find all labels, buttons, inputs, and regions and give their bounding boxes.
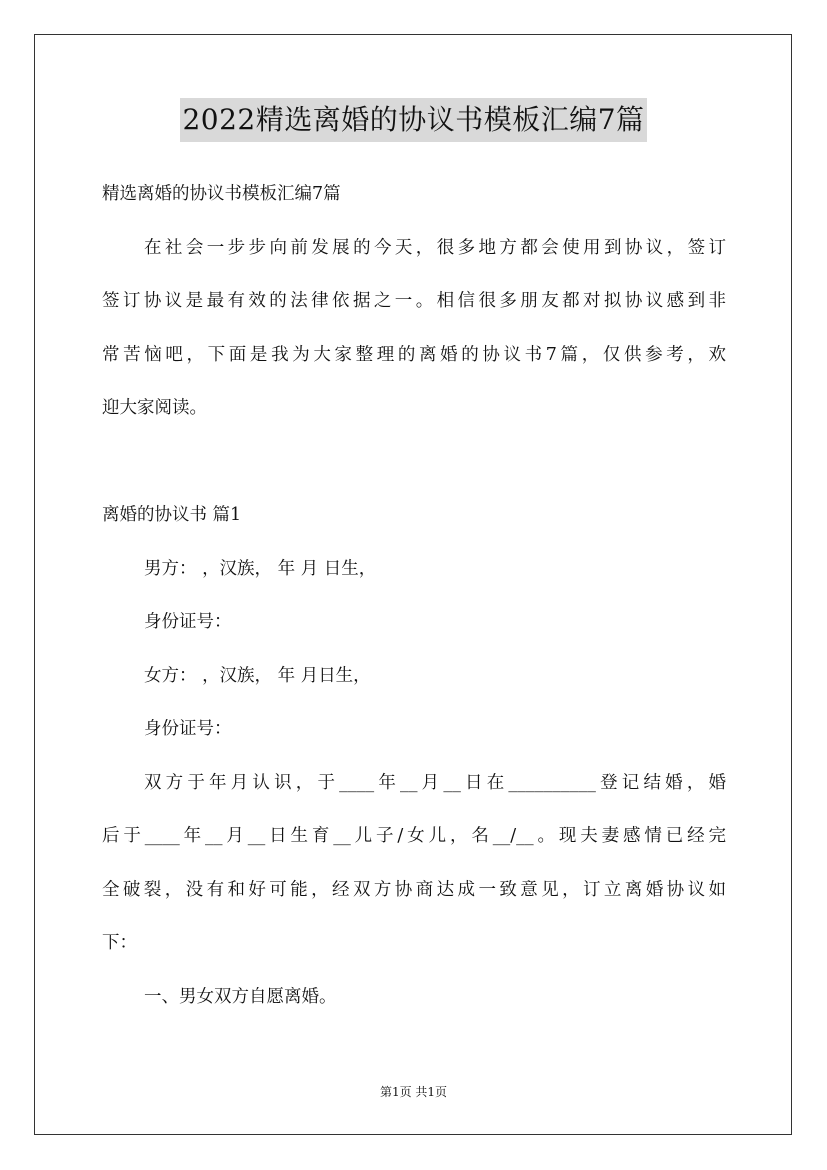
document-body xyxy=(102,168,726,1024)
body-line: 双方于年月认识，于____年__月__日在__________登记结婚，婚 xyxy=(144,772,726,793)
intro-line: 在社会一步步向前发展的今天，很多地方都会使用到协议，签订 xyxy=(144,237,726,258)
document-title: 2022精选离婚的协议书模板汇编7篇 xyxy=(180,98,646,142)
document-subtitle: 精选离婚的协议书模板汇编7篇 xyxy=(102,184,341,204)
clause-1: 一、男女双方自愿离婚。 xyxy=(144,986,337,1007)
body-line: 后于____年__月__日生育__儿子/女儿，名__/__。现夫妻感情已经完 xyxy=(102,826,726,846)
section-heading: 离婚的协议书 篇1 xyxy=(102,505,242,525)
body-line: 下： xyxy=(102,933,137,953)
party-line-male-id: 身份证号： xyxy=(144,612,232,632)
intro-line: 常苦恼吧，下面是我为大家整理的离婚的协议书7篇，仅供参考，欢 xyxy=(102,344,726,365)
body-line: 全破裂，没有和好可能，经双方协商达成一致意见，订立离婚协议如 xyxy=(102,879,726,900)
page-footer: 第1页 共1页 xyxy=(379,1085,448,1099)
party-line-female: 女方： ，汉族， 年 月日生， xyxy=(144,665,371,686)
intro-line: 签订协议是最有效的法律依据之一。相信很多朋友都对拟协议感到非 xyxy=(102,291,726,311)
document-title-wrapper xyxy=(0,98,827,142)
party-line-male: 男方： ，汉族， 年 月 日生， xyxy=(144,558,377,579)
party-line-female-id: 身份证号： xyxy=(144,719,232,739)
intro-line: 迎大家阅读。 xyxy=(102,398,207,418)
blank-gap xyxy=(102,436,726,490)
